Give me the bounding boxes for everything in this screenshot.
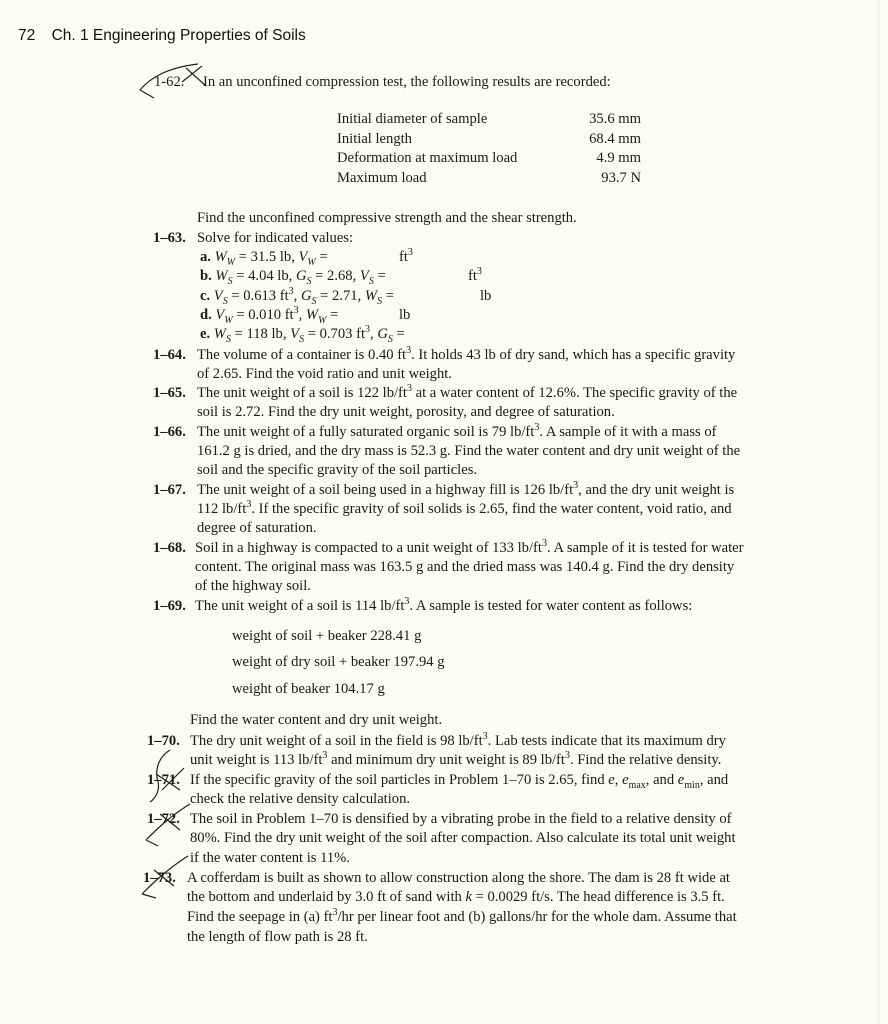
subscript: S <box>227 276 233 287</box>
var-w: W <box>364 288 378 304</box>
unit-label <box>399 249 413 266</box>
row-label: Initial length <box>337 130 412 147</box>
text-segment: , <box>614 772 623 788</box>
text-segment: . If the specific gravity of soil solids is 2.65, find the water content, void ratio, and <box>251 501 732 517</box>
text-segment: , and <box>645 772 678 788</box>
var-k: k <box>465 889 472 905</box>
var-emax: e <box>622 772 629 788</box>
var-e: e <box>608 772 615 788</box>
subscript: W <box>318 315 327 326</box>
problem-text: if the water content is 11%. <box>190 850 350 866</box>
list-item: weight of soil + beaker 228.41 g <box>232 628 422 644</box>
problem-number: 1–71. <box>147 772 180 788</box>
list-item: weight of dry soil + beaker 197.94 g <box>232 654 445 670</box>
unit-label: lb <box>399 307 411 323</box>
var-v: V <box>215 307 225 323</box>
problem-number: 1–70. <box>147 733 180 749</box>
subproblem-c <box>200 288 394 305</box>
text-segment: If the specific gravity of the soil particles in Problem 1–70 is 2.65, find <box>190 772 609 788</box>
text-segment: Find the seepage in (a) ft <box>187 909 333 925</box>
superscript: 3 <box>573 480 579 491</box>
problem-number: 1–67. <box>153 482 186 498</box>
problem-number: 1–66. <box>153 424 186 440</box>
problem-number: 1–64. <box>153 347 186 363</box>
subscript: S <box>311 296 317 307</box>
subscript: S <box>377 296 383 307</box>
problem-question: Find the unconfined compressive strength and the shear strength. <box>197 210 577 226</box>
equation-text: = 0.613 ft <box>227 288 289 304</box>
superscript: 3 <box>534 422 540 433</box>
text-segment: . Lab tests indicate that its maximum dry <box>487 733 726 749</box>
subscript: min <box>684 780 700 791</box>
text-segment: . Find the relative density. <box>569 752 722 768</box>
text-segment: The dry unit weight of a soil in the field is 98 lb/ft <box>190 733 483 749</box>
row-label: Deformation at maximum load <box>337 150 518 167</box>
problem-text: 80%. Find the dry unit weight of the soil after compaction. Also calculate its total unit weight <box>190 830 736 846</box>
superscript: 3 <box>482 731 488 742</box>
problem-number: 1–69. <box>153 598 186 614</box>
problem-text: Solve for indicated values: <box>197 230 354 246</box>
problem-text: In an unconfined compression test, the following results are recorded: <box>203 74 611 90</box>
subscript: S <box>368 276 374 287</box>
subproblem-a <box>200 249 328 266</box>
var-w: W <box>215 268 228 284</box>
equation-text: = 118 lb, <box>230 326 291 342</box>
page-edge-shadow <box>876 0 880 1024</box>
problem-text: The soil in Problem 1–70 is densified by a vibrating probe in the field to a relative density of <box>190 811 732 827</box>
subproblem-e <box>200 326 405 343</box>
problem-text <box>195 596 692 618</box>
unit-label: lb <box>480 288 492 304</box>
problem-text: 161.2 g is dried, and the dry mass is 52.3 g. Find the water content and dry unit weight of the <box>197 443 741 459</box>
problem-text: of the highway soil. <box>195 578 311 594</box>
problem-text: degree of saturation. <box>197 520 317 536</box>
var-g: G <box>300 288 312 304</box>
equation-text: , <box>370 326 378 342</box>
problem-text: of 2.65. Find the void ratio and unit weight. <box>197 366 452 382</box>
table-row <box>337 169 641 189</box>
text-segment: 112 lb/ft <box>197 501 247 517</box>
superscript: 3 <box>564 750 570 761</box>
problem-number: 1-62. <box>154 74 185 90</box>
var-emin: e <box>677 772 685 788</box>
problem-number: 1–72. <box>147 811 180 827</box>
text-segment: The unit weight of a fully saturated organic soil is 79 lb/ft <box>197 424 535 440</box>
table-row <box>337 110 641 130</box>
unit-text: ft <box>399 249 408 265</box>
subproblem-label: c. <box>200 288 211 304</box>
problem-number: 1–63. <box>153 230 186 246</box>
row-label: Maximum load <box>337 169 427 186</box>
table-row <box>337 130 641 150</box>
subproblem-label: e. <box>200 326 211 342</box>
equation-text: , <box>293 288 301 304</box>
text-segment: . A sample of it with a mass of <box>539 424 717 440</box>
equation-text: = 2.71, <box>316 288 365 304</box>
var-g: G <box>295 268 307 284</box>
subscript: S <box>306 276 312 287</box>
equation-text: = <box>315 249 328 265</box>
subproblem-label: d. <box>200 307 212 323</box>
text-segment: Soil in a highway is compacted to a unit weight of 133 lb/ft <box>195 540 542 556</box>
problem-text: soil and the specific gravity of the soil particles. <box>197 462 478 478</box>
superscript: 3 <box>332 907 338 918</box>
row-value: 93.7 N <box>601 169 641 186</box>
problem-number: 1–65. <box>153 385 186 401</box>
subscript: S <box>222 296 228 307</box>
row-value: 68.4 mm <box>589 130 641 147</box>
text-segment: , and <box>699 772 729 788</box>
var-v: V <box>359 268 369 284</box>
superscript: 3 <box>541 538 547 549</box>
var-v: V <box>298 249 308 265</box>
subscript: W <box>224 315 233 326</box>
equation-text: = <box>382 288 394 304</box>
equation-text: = <box>373 268 386 284</box>
list-item: weight of beaker 104.17 g <box>232 681 385 697</box>
var-w: W <box>305 307 319 323</box>
subscript: max <box>628 780 646 791</box>
row-label: Initial diameter of sample <box>337 111 488 128</box>
text-segment: The unit weight of a soil is 122 lb/ft <box>197 385 407 401</box>
problem-text: A cofferdam is built as shown to allow construction along the shore. The dam is 28 ft wide at <box>187 870 730 886</box>
subscript: S <box>299 334 305 345</box>
equation-text: = 4.04 lb, <box>232 268 296 284</box>
unit-text: ft <box>468 268 477 284</box>
superscript: 3 <box>406 345 412 356</box>
text-segment: The volume of a container is 0.40 ft <box>197 347 407 363</box>
table-row <box>337 149 641 169</box>
var-v: V <box>213 288 223 304</box>
text-segment: and minimum dry unit weight is 89 lb/ft <box>327 752 565 768</box>
text-segment: The unit weight of a soil being used in a highway fill is 126 lb/ft <box>197 482 574 498</box>
problem-question: Find the water content and dry unit weight. <box>190 712 443 728</box>
subproblem-label: b. <box>200 268 212 284</box>
var-v: V <box>290 326 300 342</box>
subscript: S <box>225 334 231 345</box>
subproblem-d <box>200 307 338 324</box>
problem-text: content. The original mass was 163.5 g and the dried mass was 140.4 g. Find the dry density <box>195 559 735 575</box>
subscript: S <box>387 334 393 345</box>
row-value: 35.6 mm <box>589 111 641 128</box>
text-segment: at a water content of 12.6%. The specific gravity of the <box>411 385 738 401</box>
superscript: 3 <box>407 247 413 258</box>
row-value: 4.9 mm <box>596 150 641 167</box>
text-segment: . It holds 43 lb of dry sand, which has a specific gravity <box>411 347 736 363</box>
problem-text: soil is 2.72. Find the dry unit weight, porosity, and degree of saturation. <box>197 404 615 420</box>
text-segment: /hr per linear foot and (b) gallons/hr for the whole dam. Assume that <box>337 909 737 925</box>
var-w: W <box>213 326 226 342</box>
chapter-title: Ch. 1 Engineering Properties of Soils <box>51 27 306 44</box>
superscript: 3 <box>476 266 482 277</box>
subscript: W <box>226 257 236 268</box>
text-segment: , and the dry unit weight is <box>578 482 735 498</box>
text-segment: . A sample is tested for water content as follows: <box>409 598 693 614</box>
problem-text: the length of flow path is 28 ft. <box>187 929 368 945</box>
subproblem-b <box>200 268 386 285</box>
subscript: W <box>307 257 316 268</box>
superscript: 3 <box>365 324 371 335</box>
superscript: 3 <box>406 383 412 394</box>
equation-text: = 2.68, <box>311 268 360 284</box>
text-segment: . A sample of it is tested for water <box>546 540 744 556</box>
var-w: W <box>214 249 227 265</box>
equation-text: = <box>326 307 339 323</box>
superscript: 3 <box>293 305 299 316</box>
equation-text: = 0.703 ft <box>304 326 366 342</box>
problem-text <box>187 907 737 929</box>
superscript: 3 <box>322 750 328 761</box>
equation-text: , <box>298 307 306 323</box>
page-header <box>18 27 306 45</box>
text-segment: unit weight is 113 lb/ft <box>190 752 323 768</box>
equation-text: = <box>392 326 405 342</box>
equation-text: = 31.5 lb, <box>235 249 299 265</box>
test-results-table <box>337 110 641 188</box>
subproblem-label: a. <box>200 249 211 265</box>
page-number: 72 <box>18 27 36 44</box>
superscript: 3 <box>404 596 410 607</box>
text-segment: = 0.0029 ft/s. The head difference is 3.5 ft. <box>471 889 725 905</box>
problem-number: 1–73. <box>143 870 176 886</box>
equation-text: = 0.010 ft <box>232 307 294 323</box>
superscript: 3 <box>246 499 252 510</box>
superscript: 3 <box>288 286 294 297</box>
problem-text <box>187 887 725 907</box>
unit-label <box>468 268 482 285</box>
text-segment: The unit weight of a soil is 114 lb/ft <box>195 598 405 614</box>
problem-text: check the relative density calculation. <box>190 791 411 807</box>
text-segment: the bottom and underlaid by 3.0 ft of sand with <box>187 889 466 905</box>
var-g: G <box>377 326 388 342</box>
problem-text <box>190 750 721 772</box>
problem-number: 1–68. <box>153 540 186 556</box>
